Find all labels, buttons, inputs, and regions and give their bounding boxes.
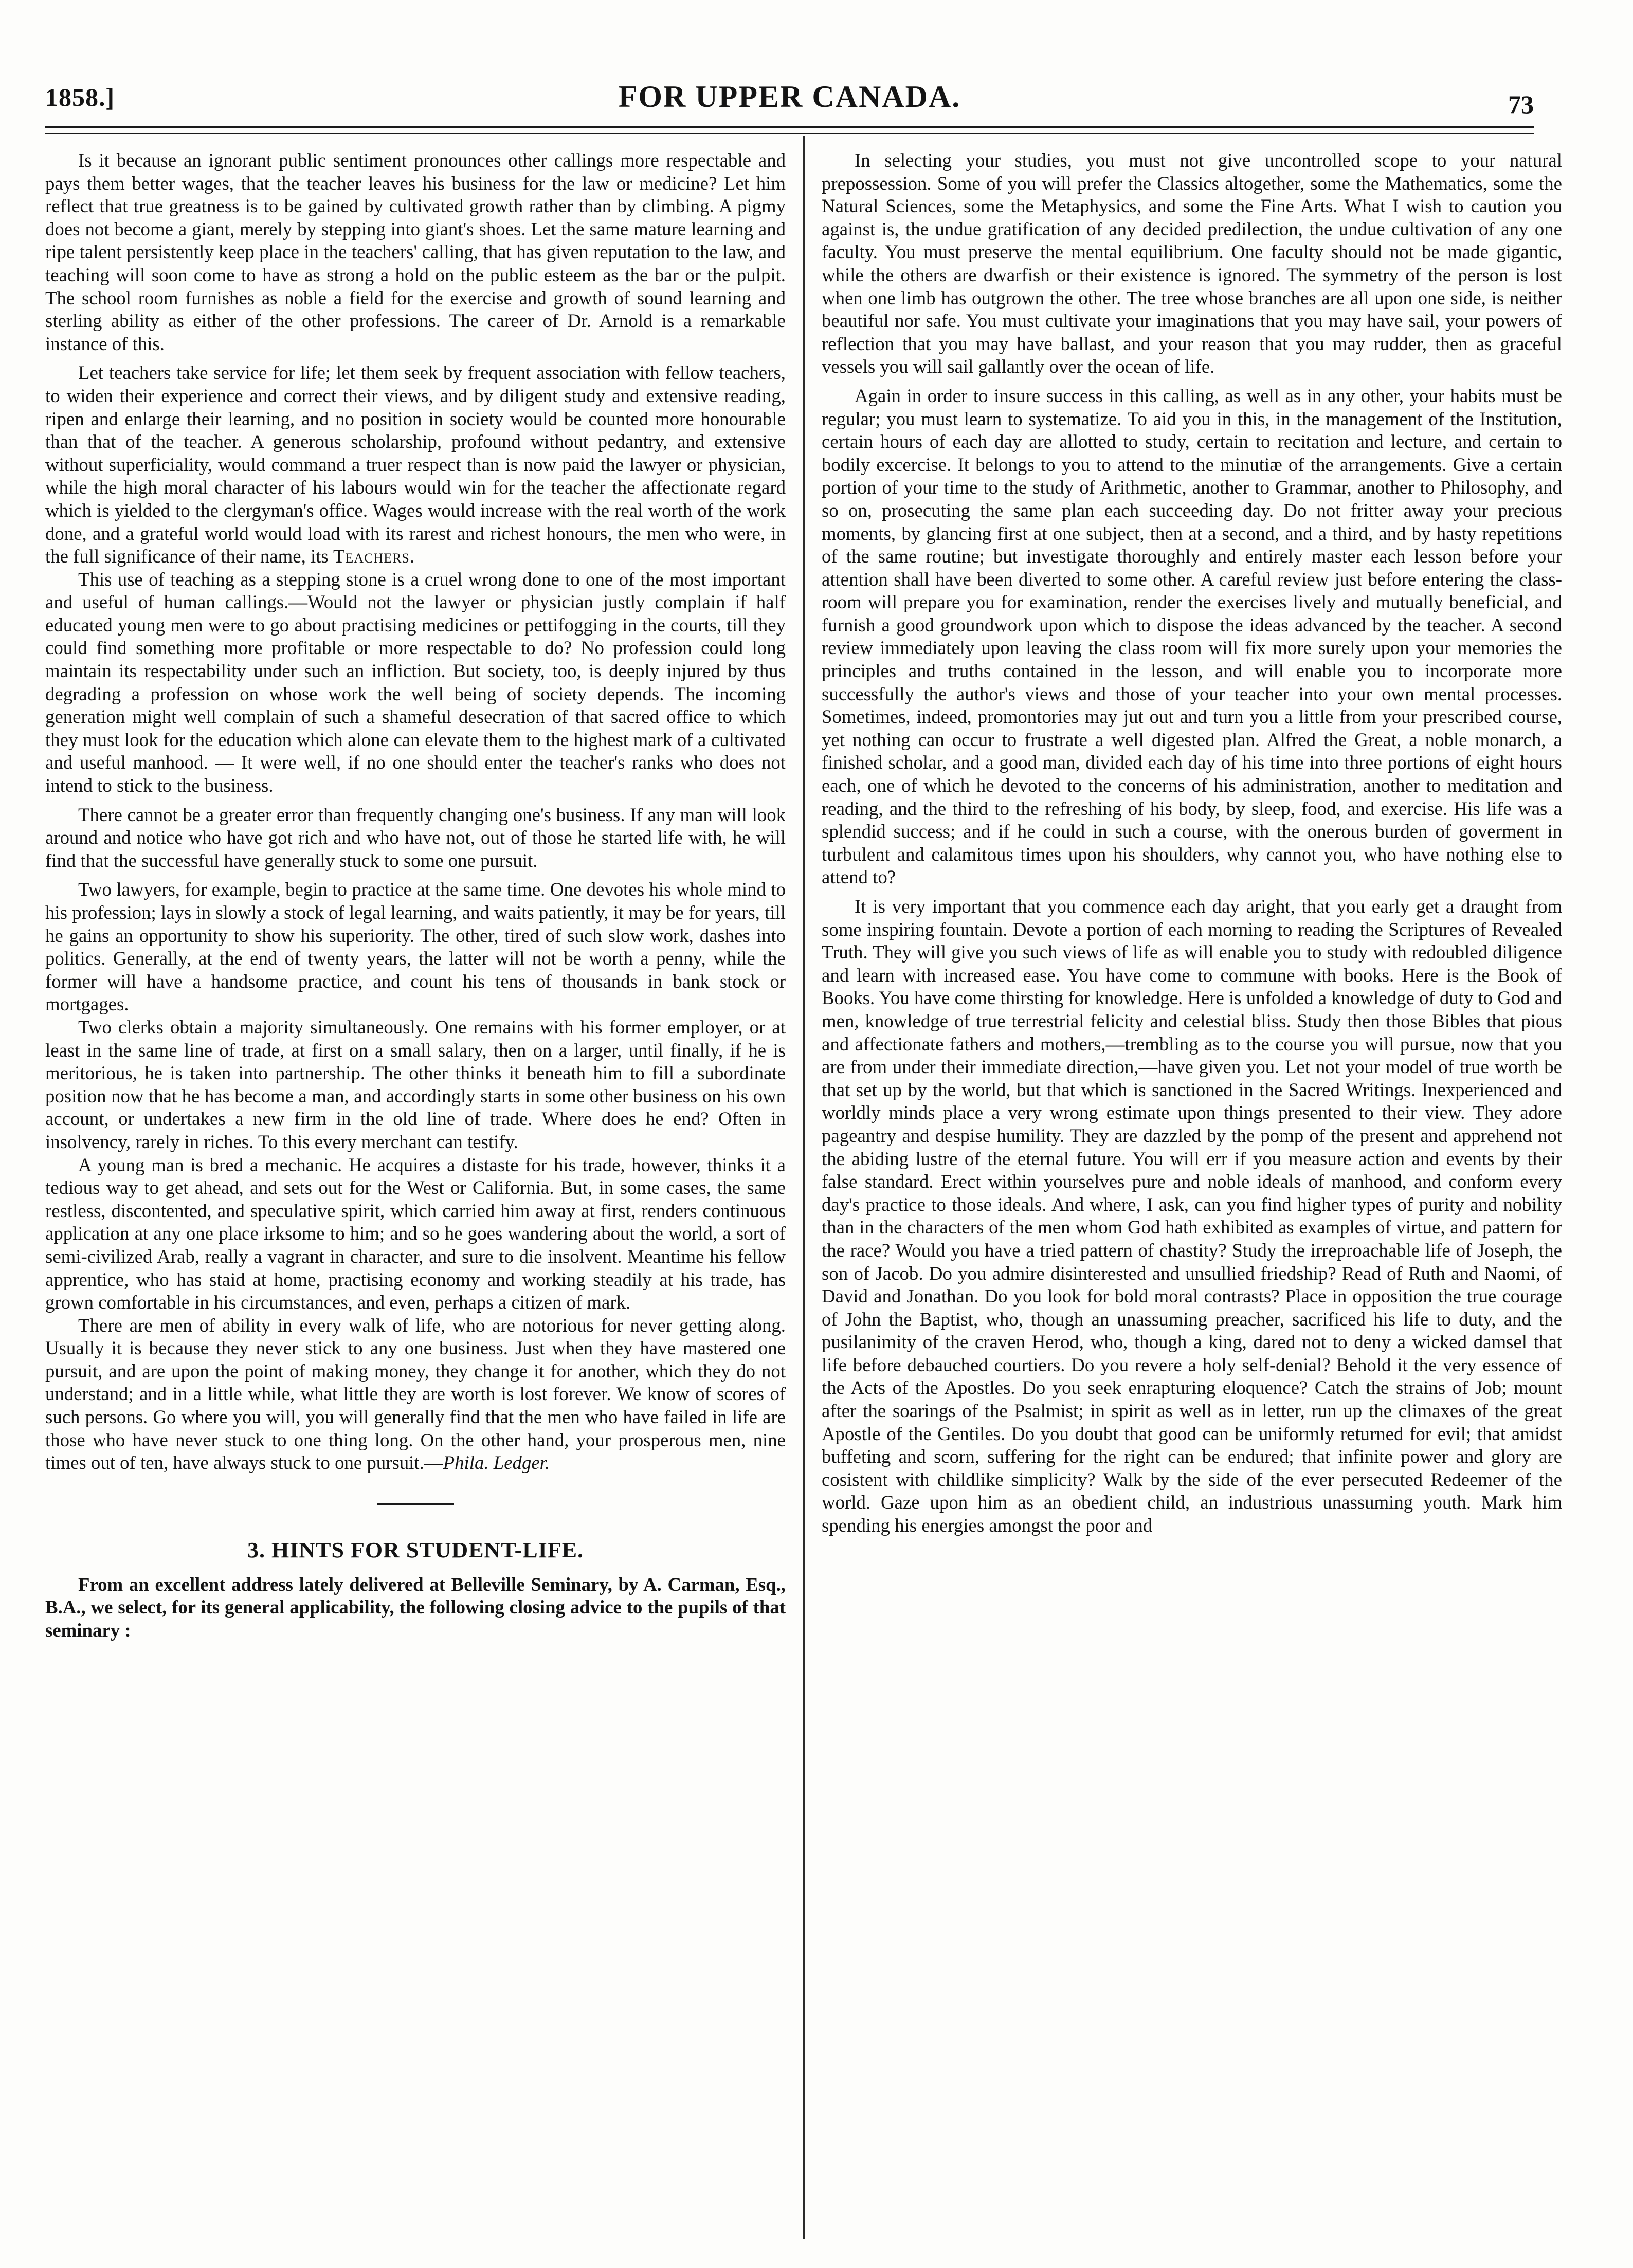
source-credit: Phila. Ledger. — [443, 1452, 550, 1474]
running-title: FOR UPPER CANADA. — [618, 80, 961, 114]
header-rule-thick — [45, 126, 1534, 128]
section-separator-rule — [377, 1503, 454, 1505]
header-date: 1858.] — [45, 83, 115, 112]
teachers-small-caps: Teachers — [333, 546, 410, 567]
paragraph-selecting-studies: In selecting your studies, you must not give uncontrolled scope to your natural prepossession. Some of you will prefer the Classics altogether, some the Mathematics, some the Natural Sciences, some the Metaphysics, and some the Fine Arts. What I wish to caution you against is, the undue gratification of any decided predilection, the undue cultivation of any one faculty. You must preserve the mental equilibrium. One faculty should not be made gigantic, while the others are dwarfish or their existence is ignored. The symmetry of the person is lost when one limb has outgrown the other. The tree whose branches are all upon one side, is neither beautiful nor safe. You must cultivate your imaginations that you may have sail, your powers of reflection that you may have ballast, and your reason that you may rudder, then as graceful vessels you will sail gallantly over the ocean of life. — [822, 150, 1562, 377]
paragraph-young-mechanic: A young man is bred a mechanic. He acquires a distaste for his trade, however, thinks it a tedious way to get ahead, and sets out for the West or California. But, in some cases, the same restless, discontented, and speculative spirit, which carried him away at first, renders continuous application at any one place irksome to him; and so he goes wandering about the world, a sort of semi-civilized Arab, really a vagrant in character, and sure to die insolvent. Meantime his fellow apprentice, who has staid at home, practising economy and working steadily at his trade, has grown comfortable in his circumstances, and even, perhaps a citizen of mark. — [45, 1154, 786, 1313]
right-column — [822, 149, 1562, 1537]
paragraph-intro: From an excellent address lately delivered at Belleville Seminary, by A. Carman, Esq., B.A., we select, for its general applicability, the following closing advice to the pupils of that seminary : — [45, 1573, 786, 1641]
page-number: 73 — [1508, 90, 1534, 119]
teachers-service-end: . — [409, 546, 415, 567]
men-of-ability-text: There are men of ability in every walk of life, who are notorious for never getting along. Usually it is because they never stick to any one business. Just when they have mastered one pursuit, and are upon the point of making money, they change it for another, which they do not understand; and in a little while, what little they are worth is lost forever. We know of scores of such persons. Go where you will, you will generally find that the men who have failed in life are those who have never stuck to one thing long. On the other hand, your prosperous men, nine times out of ten, have always stuck to one pursuit. — [45, 1314, 786, 1474]
header-rule-thin — [45, 133, 1534, 134]
closing-dash: — — [424, 1452, 443, 1474]
paragraph-teachers-service — [45, 361, 786, 568]
paragraph-men-of-ability — [45, 1314, 786, 1475]
page-header — [45, 77, 1534, 120]
teachers-service-text: Let teachers take service for life; let them seek by frequent association with fellow teachers, to widen their experience and correct their views, and by diligent study and extensive reading, ripen and enlarge their learning, and no position in society would be counted more honourable than that of the teacher. A generous scholarship, profound without pedantry, and extensive without superficiality, would command a truer respect than is now paid the lawyer or physician, while the high moral character of his labours would win for the teacher the affectionate regard which is yielded to the clergyman's office. Wages would increase with the real worth of the work done, and a grateful world would load with its rarest and richest honours, the men who were, in the full significance of their name, its — [45, 362, 786, 567]
paragraph-stepping-stone: This use of teaching as a stepping stone is a cruel wrong done to one of the most important and useful of human callings.—Would not the lawyer or physician justly complain if half educated young men were to go about practising medicines or pettifogging in the courts, till they could find something more profitable or more respectable to do? No profession could long maintain its respectability under such an infliction. But society, too, is deeply injured by thus degrading a profession on whose work the well being of society depends. The incoming generation might well complain of such a shameful desecration of that sacred office to which they must look for the education which alone can elevate them to the highest mark of a cultivated and useful manhood. — It were well, if no one should enter the teacher's ranks who does not intend to stick to the business. — [45, 568, 786, 796]
section-heading: 3. HINTS FOR STUDENT-LIFE. — [247, 1537, 584, 1563]
paragraph-two-lawyers: Two lawyers, for example, begin to practice at the same time. One devotes his whole mind to his profession; lays in slowly a stock of legal learning, and waits patiently, it may be for years, till he gains an opportunity to show his superiority. The other, tired of such slow work, dashes into politics. Generally, at the end of twenty years, the latter will not be worth a penny, while the former will have a handsome practice, and count his tens of thousands in bank stock or mortgages. — [45, 879, 786, 1015]
paragraph-habits-regular: Again in order to insure success in this calling, as well as in any other, your habits must be regular; you must learn to systematize. To aid you in this, in the management of the Institution, certain hours of each day are allotted to study, certain to recitation and lecture, and certain to bodily excercise. It belongs to you to attend to the minutiæ of the arrangements. Give a certain portion of your time to the study of Arithmetic, another to Grammar, another to Philosophy, and so on, prosecuting the same plan each succeeding day. Do not fritter away your precious moments, by glancing first at one subject, then at a second, and a third, and by hasty repetitions of the same routine; but investigate thoroughly and entirely master each lesson before your attention shall have been diverted to some other. A careful review just before entering the class-room will prepare you for examination, render the exercises lively and mutually beneficial, and furnish a good groundwork upon which to dispose the ideas advanced by the teacher. A second review immediately upon leaving the class room will fix more surely upon your memories the principles and truths contained in the lesson, and will enable you to incorporate more successfully the author's views and those of your teacher into your own mental processes. Sometimes, indeed, promontories may jut out and turn you a little from your prescribed course, yet nothing can occur to frustrate a well digested plan. Alfred the Great, a noble monarch, a finished scholar, and a good man, divided each day of his time into three portions of eight hours each, one of which he devoted to the concerns of his administration, another to meditation and reading, and the third to the refreshing of his body, by sleep, food, and exercise. His life was a splendid success; and if he could in such a course, with the onerous burden of goverment in turbulent and calamitous times upon his shoulders, why cannot you, who have nothing else to attend to? — [822, 385, 1562, 888]
paragraph-changing-business: There cannot be a greater error than frequently changing one's business. If any man will look around and notice who have got rich and who have not, out of those he started life with, he will find that the successful have generally stuck to some one pursuit. — [45, 804, 786, 871]
paragraph-two-clerks: Two clerks obtain a majority simultaneously. One remains with his former employer, or at least in the same line of trade, at first on a small salary, then on a larger, until finally, if he is meritorious, he is taken into partnership. The other thinks it beneath him to fill a subordinate position now that he has become a man, and accordingly starts in some other business on his own account, or undertakes a new firm in the old line of trade. Where does he end? Often in insolvency, rarely in riches. To this every merchant can testify. — [45, 1016, 786, 1152]
column-divider — [803, 136, 805, 2239]
left-column — [45, 149, 786, 1642]
paragraph-commence-day: It is very important that you commence each day aright, that you early get a draught from some inspiring fountain. Devote a portion of each morning to reading the Scriptures of Revealed Truth. They will give you such views of life as will enable you to study with redoubled diligence and learn with increased ease. You have come to commune with books. Here is the Book of Books. You have come thirsting for knowledge. Here is unfolded a knowledge of duty to God and men, knowledge of true terrestrial felicity and celestial bliss. Study then those Bibles that pious and affectionate fathers and mothers,—trembling as to the course you will pursue, now that you are from under their immediate direction,—have given you. Let not your model of true worth be that set up by the world, but that which is sanctioned in the Sacred Writings. Inexperienced and worldly minds place a very wrong estimate upon things presented to their view. They adore pageantry and despise humility. They are dazzled by the pomp of the present and apprehend not the abiding lustre of the eternal future. You will err if you measure action and events by their false standard. Erect within yourselves pure and noble ideals of manhood, and conform every day's practice to those ideals. And where, I ask, can you find higher types of purity and nobility than in the characters of the men whom God hath exhibited as examples of virtue, and pattern for the race? Would you have a tried pattern of chastity? Study the irreproachable life of Joseph, the son of Jacob. Do you admire disinterested and unsullied friedship? Read of Ruth and Naomi, of David and Jonathan. Do you look for bold moral contrasts? Place in opposition the true courage of John the Baptist, who, though an unassuming preacher, sacrificed his life to duty, and the pusilanimity of the craven Herod, who, though a king, dared not to deny a wicked damsel that life before debauched courtiers. Do you revere a holy self-denial? Behold it the very essence of the Acts of the Apostles. Do you seek enrapturing eloquence? Catch the strains of Job; mount after the soarings of the Psalmist; in spirit as well as in letter, run up the climaxes of the great Apostle of the Gentiles. Do you doubt that good can be uniformly returned for evil; that amidst buffeting and scorn, suffering for the right can be endured; that infinite power and glory are cosistent with childlike simplicity? Walk by the side of the ever persecuted Redeemer of the world. Gaze upon him as an obedient child, an industrious unassuming youth. Mark him spending his energies amongst the poor and — [822, 896, 1562, 1536]
paragraph-calling: Is it because an ignorant public sentiment pronounces other callings more respectable and pays them better wages, that the teacher leaves his business for the law or medicine? Let him reflect that true greatness is to be gained by cultivated growth rather than by climbing. A pigmy does not become a giant, merely by stepping into giant's shoes. Let the same mature learning and ripe talent persistently keep place in the teachers' calling, that has given reputation to the law, and teaching will soon come to have as strong a hold on the public esteem as the bar or the pulpit. The school room furnishes as noble a field for the exercise and growth of sound learning and sterling ability as either of the other professions. The career of Dr. Arnold is a remarkable instance of this. — [45, 150, 786, 354]
